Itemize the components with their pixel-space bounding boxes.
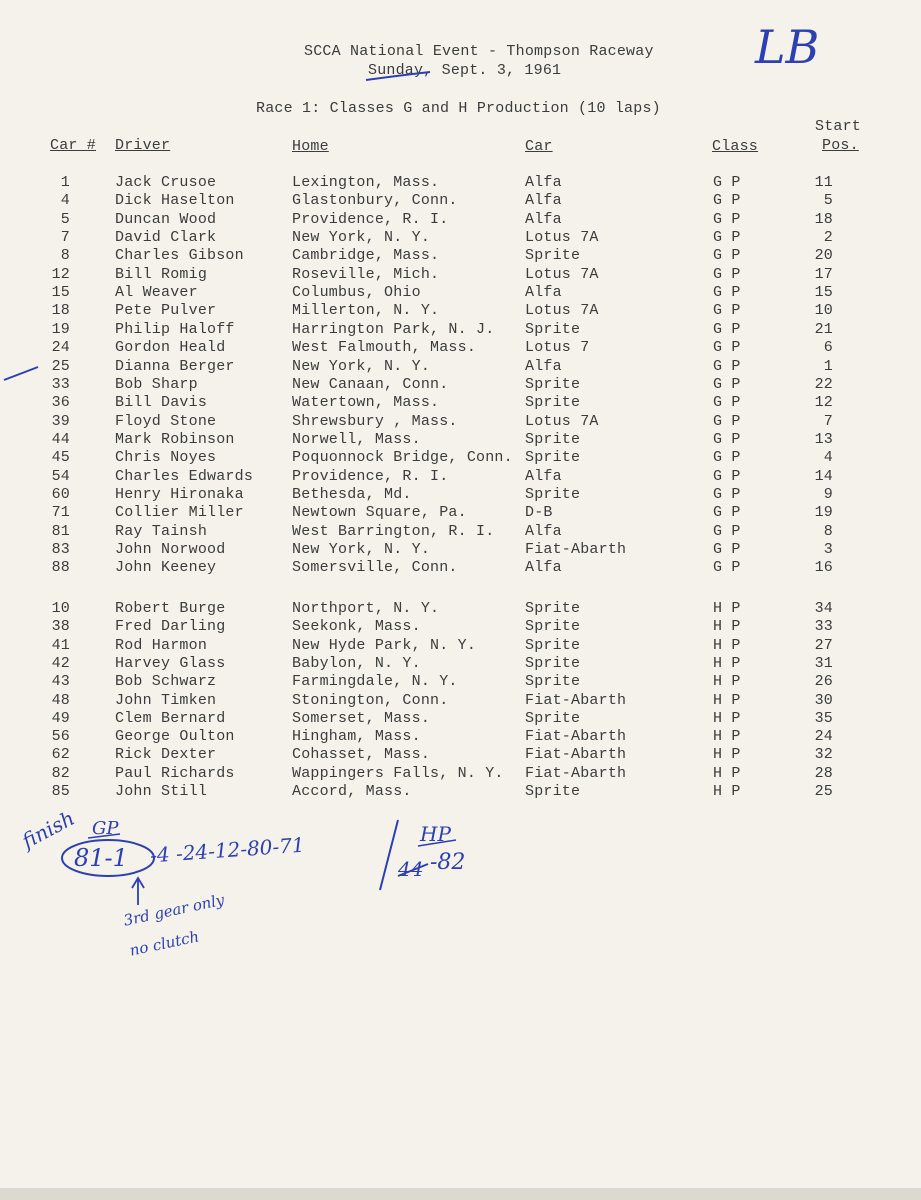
car-number-cell: 5 — [60, 210, 70, 228]
car-make-cell: Alfa — [525, 559, 562, 577]
driver-cell: Charles Gibson — [115, 247, 244, 265]
driver-cell: Clem Bernard — [115, 709, 226, 727]
handwritten-hp-order: -82 — [430, 850, 466, 875]
car-make-cell: Fiat-Abarth — [525, 746, 627, 764]
class-cell: G P — [713, 192, 741, 210]
car-number-cell: 45 — [51, 449, 70, 467]
class-cell: G P — [713, 559, 741, 577]
home-cell: New York, N. Y. — [292, 229, 431, 247]
class-cell: G P — [713, 229, 741, 247]
start-position-cell: 10 — [814, 302, 833, 320]
car-make-cell: Fiat-Abarth — [525, 764, 627, 782]
class-cell: G P — [713, 485, 741, 503]
driver-cell: Jack Crusoe — [115, 174, 217, 191]
class-cell: G P — [713, 320, 741, 338]
car-make-cell: Alfa — [525, 522, 562, 540]
handwritten-gp-winner: 81-1 — [74, 844, 128, 872]
car-make-cell: Sprite — [525, 430, 581, 448]
class-cell: G P — [713, 339, 741, 357]
home-cell: Hingham, Mass. — [292, 728, 421, 746]
car-make-cell: Lotus 7A — [525, 302, 599, 320]
car-make-cell: Sprite — [525, 375, 581, 393]
driver-cell: Gordon Heald — [115, 339, 226, 357]
column-header-car-number: Car # — [50, 137, 97, 154]
driver-cell: David Clark — [115, 229, 217, 247]
start-position-cell: 8 — [823, 522, 833, 540]
class-cell: G P — [713, 522, 741, 540]
driver-cell: Bob Schwarz — [115, 673, 217, 691]
column-header-start-pos: Pos. — [822, 137, 859, 154]
car-number-cell: 42 — [51, 654, 70, 672]
home-cell: West Falmouth, Mass. — [292, 339, 477, 357]
car-make-cell: Sprite — [525, 485, 581, 503]
driver-cell: George Oulton — [115, 728, 235, 746]
start-position-cell: 13 — [814, 430, 833, 448]
car-make-cell: Fiat-Abarth — [525, 691, 627, 709]
class-cell: G P — [713, 357, 741, 375]
car-make-cell: Sprite — [525, 394, 581, 412]
car-make-cell: Fiat-Abarth — [525, 728, 627, 746]
start-position-cell: 27 — [814, 636, 833, 654]
class-cell: H P — [713, 654, 741, 672]
class-cell: G P — [713, 412, 741, 430]
home-cell: New York, N. Y. — [292, 541, 431, 558]
home-cell: Columbus, Ohio — [292, 284, 421, 302]
driver-cell: Henry Hironaka — [115, 485, 244, 503]
class-cell: G P — [713, 430, 741, 448]
car-make-cell: D-B — [525, 504, 553, 522]
event-date-rest: , Sept. 3, 1961 — [423, 62, 562, 79]
class-cell: G P — [713, 174, 741, 191]
class-cell: G P — [713, 541, 741, 558]
start-position-cell: 1 — [823, 357, 833, 375]
car-number-cell: 41 — [51, 636, 70, 654]
car-number-cell: 39 — [51, 412, 70, 430]
car-make-cell: Sprite — [525, 636, 581, 654]
start-position-cell: 4 — [823, 449, 833, 467]
handwritten-hp-struck: 44 — [398, 857, 424, 881]
start-position-cell: 9 — [823, 485, 833, 503]
home-cell: Cohasset, Mass. — [292, 746, 431, 764]
car-number-cell: 83 — [51, 541, 70, 558]
car-make-cell: Lotus 7 — [525, 339, 590, 357]
car-make-cell: Sprite — [525, 600, 581, 617]
home-cell: Watertown, Mass. — [292, 394, 440, 412]
car-make-cell: Sprite — [525, 783, 581, 800]
driver-cell: Philip Haloff — [115, 320, 235, 338]
driver-cell: Bill Davis — [115, 394, 208, 412]
driver-cell: Mark Robinson — [115, 430, 235, 448]
car-make-cell: Alfa — [525, 357, 562, 375]
car-make-cell: Sprite — [525, 654, 581, 672]
start-position-cell: 35 — [814, 709, 833, 727]
start-position-cell: 33 — [814, 618, 833, 636]
driver-cell: Floyd Stone — [115, 412, 217, 430]
class-cell: H P — [713, 709, 741, 727]
driver-cell: Bob Sharp — [115, 375, 198, 393]
car-number-cell: 82 — [51, 764, 70, 782]
home-cell: Norwell, Mass. — [292, 430, 421, 448]
car-make-cell: Sprite — [525, 320, 581, 338]
car-number-cell: 38 — [51, 618, 70, 636]
start-position-cell: 26 — [814, 673, 833, 691]
start-position-cell: 19 — [814, 504, 833, 522]
start-position-cell: 17 — [814, 265, 833, 283]
car-number-cell: 19 — [51, 320, 70, 338]
driver-cell: Bill Romig — [115, 265, 208, 283]
start-position-cell: 34 — [814, 600, 833, 617]
start-position-cell: 7 — [823, 412, 833, 430]
car-number-cell: 88 — [51, 559, 70, 577]
car-number-cell: 4 — [60, 192, 70, 210]
driver-cell: Fred Darling — [115, 618, 226, 636]
home-cell: Providence, R. I. — [292, 210, 449, 228]
class-cell: G P — [713, 247, 741, 265]
class-cell: H P — [713, 618, 741, 636]
home-cell: West Barrington, R. I. — [292, 522, 495, 540]
home-cell: Wappingers Falls, N. Y. — [292, 764, 504, 782]
driver-cell: Paul Richards — [115, 764, 235, 782]
car-number-cell: 43 — [51, 673, 70, 691]
car-make-cell: Lotus 7A — [525, 412, 599, 430]
class-cell: H P — [713, 673, 741, 691]
home-cell: Somersville, Conn. — [292, 559, 458, 577]
car-number-cell: 25 — [51, 357, 70, 375]
home-cell: Lexington, Mass. — [292, 174, 440, 191]
handwritten-gp-label: GP — [92, 818, 119, 839]
column-header-home: Home — [292, 138, 329, 155]
start-position-cell: 31 — [814, 654, 833, 672]
start-position-cell: 12 — [814, 394, 833, 412]
car-number-cell: 24 — [51, 339, 70, 357]
car-make-cell: Alfa — [525, 467, 562, 485]
start-position-cell: 20 — [814, 247, 833, 265]
driver-cell: John Keeney — [115, 559, 217, 577]
class-cell: H P — [713, 728, 741, 746]
driver-cell: John Timken — [115, 691, 217, 709]
car-number-cell: 10 — [51, 600, 70, 617]
home-cell: Accord, Mass. — [292, 783, 412, 800]
start-position-cell: 2 — [823, 229, 833, 247]
car-make-cell: Sprite — [525, 673, 581, 691]
car-number-cell: 15 — [51, 284, 70, 302]
class-cell: H P — [713, 764, 741, 782]
column-header-start-top: Start — [815, 118, 862, 135]
class-cell: G P — [713, 265, 741, 283]
start-position-cell: 25 — [814, 783, 833, 800]
class-cell: G P — [713, 284, 741, 302]
class-cell: G P — [713, 210, 741, 228]
home-cell: Babylon, N. Y. — [292, 654, 421, 672]
home-cell: Harrington Park, N. J. — [292, 320, 495, 338]
car-make-cell: Alfa — [525, 174, 562, 191]
car-make-cell: Fiat-Abarth — [525, 541, 627, 558]
car-number-cell: 85 — [51, 783, 70, 800]
handwritten-note-line-2: no clutch — [128, 927, 201, 960]
handwritten-gp-order: -4 -24-12-80-71 — [149, 832, 306, 868]
handwritten-hp-label: HP — [420, 822, 451, 846]
handwritten-finish-label: finish — [18, 805, 79, 854]
driver-cell: Pete Pulver — [115, 302, 217, 320]
start-position-cell: 3 — [823, 541, 833, 558]
car-make-cell: Lotus 7A — [525, 265, 599, 283]
handwritten-note-line-1: 3rd gear only — [122, 890, 226, 930]
start-position-cell: 11 — [814, 174, 833, 191]
driver-cell: Collier Miller — [115, 504, 244, 522]
driver-cell: Charles Edwards — [115, 467, 254, 485]
class-cell: H P — [713, 746, 741, 764]
start-position-cell: 22 — [814, 375, 833, 393]
home-cell: Shrewsbury , Mass. — [292, 412, 458, 430]
note-arrow-mark — [132, 878, 144, 905]
column-header-driver: Driver — [115, 137, 171, 154]
car-number-cell: 71 — [51, 504, 70, 522]
handwritten-initials: LB — [755, 20, 820, 74]
driver-cell: John Norwood — [115, 541, 226, 558]
driver-cell: Duncan Wood — [115, 210, 217, 228]
car-number-cell: 18 — [51, 302, 70, 320]
car-number-cell: 62 — [51, 746, 70, 764]
car-number-cell: 49 — [51, 709, 70, 727]
home-cell: Cambridge, Mass. — [292, 247, 440, 265]
car-25-tick-mark — [4, 367, 38, 380]
class-cell: G P — [713, 302, 741, 320]
class-cell: G P — [713, 467, 741, 485]
driver-cell: Ray Tainsh — [115, 522, 208, 540]
home-cell: Northport, N. Y. — [292, 600, 440, 617]
start-position-cell: 14 — [814, 467, 833, 485]
car-number-cell: 12 — [51, 265, 70, 283]
driver-cell: Chris Noyes — [115, 449, 217, 467]
car-number-cell: 36 — [51, 394, 70, 412]
home-cell: Newtown Square, Pa. — [292, 504, 467, 522]
home-cell: Providence, R. I. — [292, 467, 449, 485]
class-cell: G P — [713, 504, 741, 522]
home-cell: Stonington, Conn. — [292, 691, 449, 709]
start-position-cell: 24 — [814, 728, 833, 746]
home-cell: Farmingdale, N. Y. — [292, 673, 458, 691]
event-day: Sunday — [368, 62, 424, 79]
start-position-cell: 18 — [814, 210, 833, 228]
event-title: SCCA National Event - Thompson Raceway — [304, 43, 654, 60]
driver-cell: John Still — [115, 783, 208, 800]
car-number-cell: 7 — [60, 229, 70, 247]
driver-cell: Dianna Berger — [115, 357, 235, 375]
car-number-cell: 8 — [60, 247, 70, 265]
class-cell: H P — [713, 783, 741, 800]
home-cell: New Hyde Park, N. Y. — [292, 636, 477, 654]
home-cell: Somerset, Mass. — [292, 709, 431, 727]
home-cell: Bethesda, Md. — [292, 485, 412, 503]
class-cell: G P — [713, 449, 741, 467]
start-position-cell: 6 — [823, 339, 833, 357]
driver-cell: Dick Haselton — [115, 192, 235, 210]
home-cell: Roseville, Mich. — [292, 265, 440, 283]
start-position-cell: 32 — [814, 746, 833, 764]
column-header-class: Class — [712, 138, 759, 155]
driver-cell: Al Weaver — [115, 284, 198, 302]
home-cell: Millerton, N. Y. — [292, 302, 440, 320]
home-cell: Poquonnock Bridge, Conn. — [292, 449, 513, 467]
car-number-cell: 33 — [51, 375, 70, 393]
start-position-cell: 16 — [814, 559, 833, 577]
start-position-cell: 30 — [814, 691, 833, 709]
car-make-cell: Sprite — [525, 449, 581, 467]
car-number-cell: 60 — [51, 485, 70, 503]
home-cell: Seekonk, Mass. — [292, 618, 421, 636]
class-cell: H P — [713, 636, 741, 654]
car-make-cell: Sprite — [525, 247, 581, 265]
car-number-cell: 44 — [51, 430, 70, 448]
car-number-cell: 81 — [51, 522, 70, 540]
class-cell: G P — [713, 375, 741, 393]
car-number-cell: 1 — [60, 174, 70, 191]
car-number-cell: 48 — [51, 691, 70, 709]
driver-cell: Robert Burge — [115, 600, 226, 617]
class-cell: H P — [713, 600, 741, 617]
car-number-cell: 54 — [51, 467, 70, 485]
car-make-cell: Alfa — [525, 284, 562, 302]
car-make-cell: Lotus 7A — [525, 229, 599, 247]
class-cell: H P — [713, 691, 741, 709]
driver-cell: Harvey Glass — [115, 654, 226, 672]
divider-stroke-mark — [380, 820, 398, 890]
driver-cell: Rick Dexter — [115, 746, 217, 764]
car-make-cell: Alfa — [525, 192, 562, 210]
car-number-cell: 56 — [51, 728, 70, 746]
race-description: Race 1: Classes G and H Production (10 laps) — [256, 100, 661, 117]
event-date — [368, 62, 561, 79]
start-position-cell: 5 — [823, 192, 833, 210]
car-make-cell: Sprite — [525, 709, 581, 727]
page-bottom-edge — [0, 1188, 921, 1200]
start-position-cell: 21 — [814, 320, 833, 338]
start-position-cell: 28 — [814, 764, 833, 782]
driver-cell: Rod Harmon — [115, 636, 208, 654]
start-position-cell: 15 — [814, 284, 833, 302]
column-header-car: Car — [525, 138, 553, 155]
car-make-cell: Alfa — [525, 210, 562, 228]
home-cell: Glastonbury, Conn. — [292, 192, 458, 210]
class-cell: G P — [713, 394, 741, 412]
car-make-cell: Sprite — [525, 618, 581, 636]
home-cell: New York, N. Y. — [292, 357, 431, 375]
home-cell: New Canaan, Conn. — [292, 375, 449, 393]
